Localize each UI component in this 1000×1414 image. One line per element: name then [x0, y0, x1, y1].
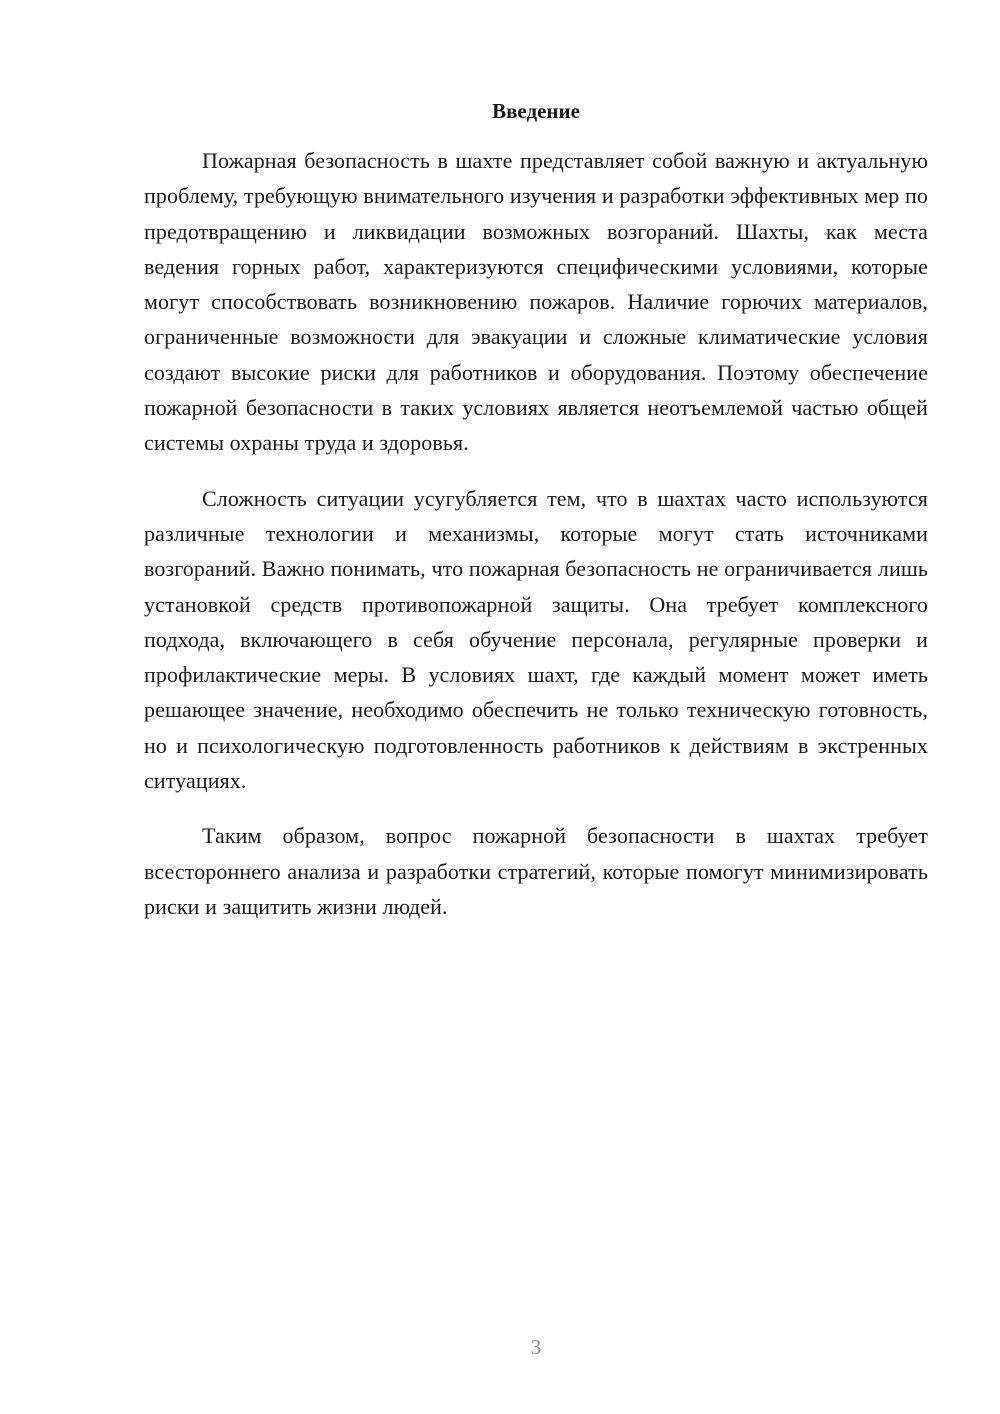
paragraph-1: Пожарная безопасность в шахте представляет собой важную и актуальную проблему, требующую внимательного изучения и разработки эффективных мер по предотвращению и ликвидации возможных возгораний. Шахты, как места ведения горных работ, характеризуются специфическими условиями, которые могут способствовать возникновению пожаров. Наличие горючих материалов, ограниченные возможности для эвакуации и сложные климатические условия создают высокие риски для работников и оборудования. Поэтому обеспечение пожарной безопасности в таких условиях является неотъемлемой частью общей системы охраны труда и здоровья. [144, 148, 928, 456]
paragraph-2: Сложность ситуации усугубляется тем, что в шахтах часто используются различные технологии и механизмы, которые могут стать источниками возгораний. Важно понимать, что пожарная безопасность не ограничивается лишь установкой средств противопожарной защиты. Она требует комплексного подхода, включающего в себя обучение персонала, регулярные проверки и профилактические меры. В условиях шахт, где каждый момент может иметь решающее значение, необходимо обеспечить не только техническую готовность, но и психологическую подготовленность работников к действиям в экстренных ситуациях. [144, 485, 928, 794]
page-number: 3 [530, 1335, 542, 1359]
paragraph-3: Таким образом, вопрос пожарной безопасности в шахтах требует всестороннего анализа и разработки стратегий, которые помогут минимизировать риски и защитить жизни людей. [144, 823, 928, 919]
page-content [144, 96, 928, 924]
section-title: Введение [492, 99, 580, 123]
